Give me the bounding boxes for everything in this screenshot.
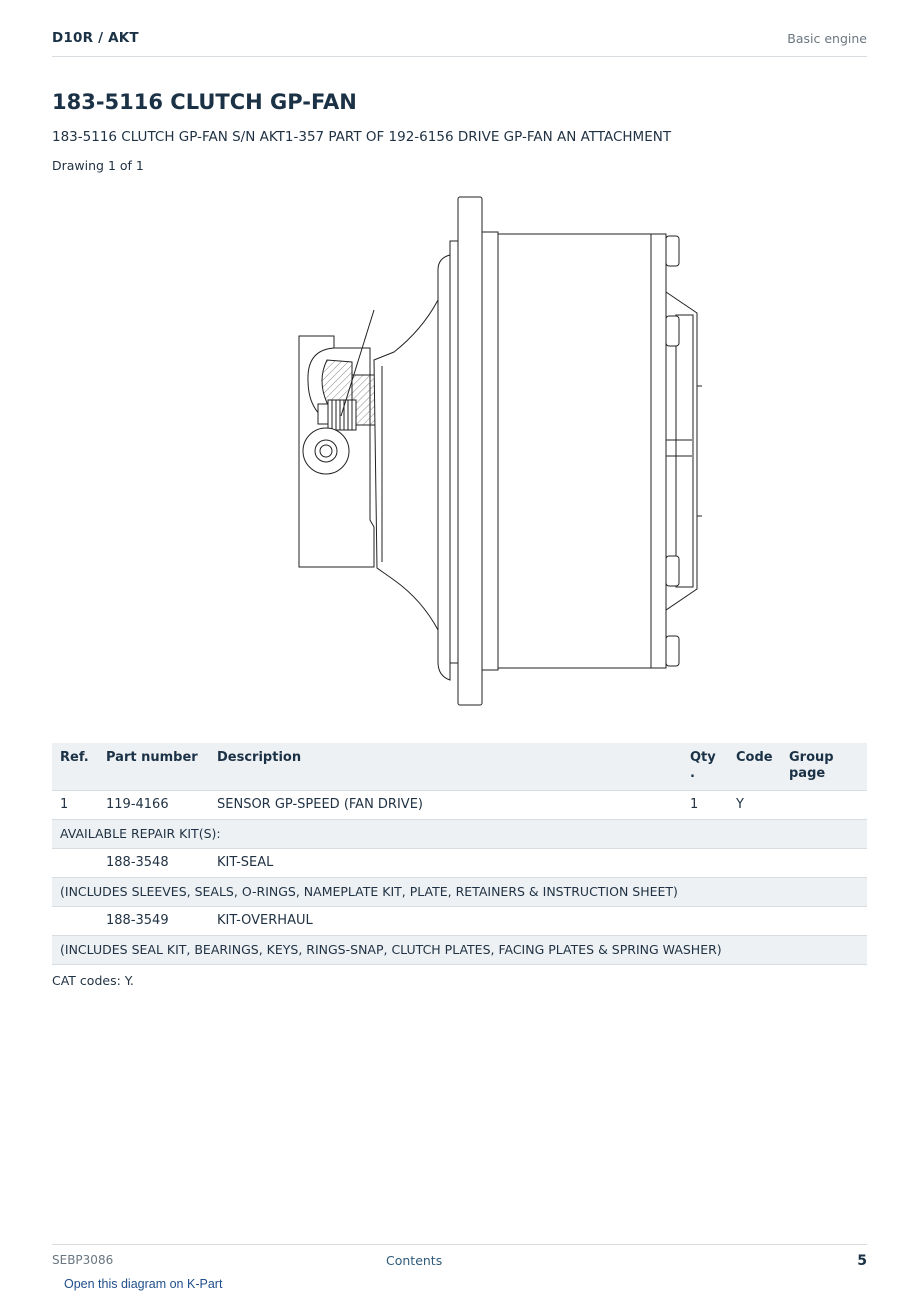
section-label: Basic engine: [787, 31, 867, 46]
parts-diagram: [242, 193, 702, 709]
cell-ref: 1: [52, 791, 98, 820]
col-group-page: Group page: [781, 743, 867, 791]
kits-heading-row: [52, 820, 867, 849]
bolt-hole-inner: [320, 445, 332, 457]
table-header-row: [52, 743, 867, 791]
kit-row: [52, 907, 867, 936]
page-number: 5: [857, 1253, 867, 1269]
cell-part-number: 119-4166: [98, 791, 209, 820]
page-header: [52, 28, 867, 57]
kit-part-number: 188-3548: [98, 849, 209, 878]
cover-plate: [676, 315, 693, 587]
col-part-number: Part number: [98, 743, 209, 791]
cell-group-page: [781, 791, 867, 820]
cell-code: Y: [728, 791, 781, 820]
kit-note: (INCLUDES SLEEVES, SEALS, O-RINGS, NAMEPLATE KIT, PLATE, RETAINERS & INSTRUCTION SHEET): [52, 878, 867, 907]
col-qty: Qty .: [682, 743, 728, 791]
kit-part-number: 188-3549: [98, 907, 209, 936]
page-title: 183-5116 CLUTCH GP-FAN: [52, 90, 357, 114]
end-cap: [697, 386, 702, 516]
kit-description: KIT-SEAL: [209, 849, 867, 878]
drawing-count: Drawing 1 of 1: [52, 158, 144, 173]
col-ref: Ref.: [52, 743, 98, 791]
parts-table: [52, 743, 867, 965]
main-flange: [458, 197, 482, 705]
page-subtitle: 183-5116 CLUTCH GP-FAN S/N AKT1-357 PART OF 192-6156 DRIVE GP-FAN AN ATTACHMENT: [52, 129, 672, 145]
kpart-diagram-link[interactable]: Open this diagram on K-Part: [64, 1277, 223, 1291]
document-page: [52, 0, 867, 1300]
cat-codes: CAT codes: Y.: [52, 973, 134, 988]
kits-heading: AVAILABLE REPAIR KIT(S):: [52, 820, 867, 849]
page-footer: [52, 1244, 867, 1291]
flange-step: [438, 255, 450, 680]
cell-description: SENSOR GP-SPEED (FAN DRIVE): [209, 791, 682, 820]
kit-note: (INCLUDES SEAL KIT, BEARINGS, KEYS, RINGS-SNAP, CLUTCH PLATES, FACING PLATES & SPRING WASHER): [52, 936, 867, 965]
table-row: [52, 791, 867, 820]
flange-lip: [482, 232, 498, 670]
hub-shoulder: [374, 300, 438, 630]
cell-qty: 1: [682, 791, 728, 820]
model-label: D10R / AKT: [52, 30, 139, 46]
col-code: Code: [728, 743, 781, 791]
drum-end: [651, 234, 666, 668]
kit-note-row: [52, 936, 867, 965]
col-description: Description: [209, 743, 682, 791]
kit-description: KIT-OVERHAUL: [209, 907, 867, 936]
main-drum: [498, 234, 666, 668]
flange-ring-1: [450, 241, 458, 663]
document-id: SEBP3086: [52, 1253, 114, 1267]
kit-note-row: [52, 878, 867, 907]
contents-link[interactable]: Contents: [386, 1253, 443, 1268]
kit-row: [52, 849, 867, 878]
